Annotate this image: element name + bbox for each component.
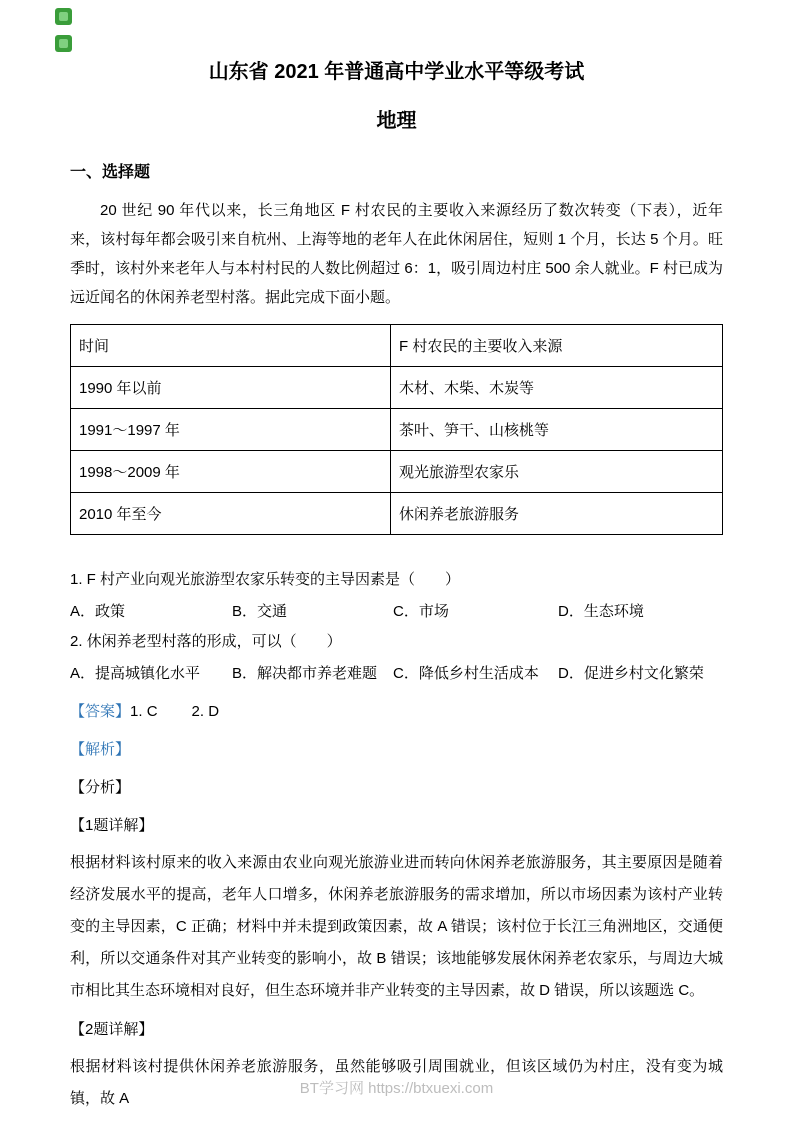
- detail-1-paragraph: 根据材料该村原来的收入来源由农业向观光旅游业进而转向休闲养老旅游服务，其主要原因是随着经济发展水平的提高，老年人口增多，休闲养老旅游服务的需求增加，所以市场因素为该村产业转变的主导因素，C 正确；材料中并未提到政策因素，故 A 错误；该村位于长江三角洲地区，交通便利，所以交通条件对其产业转变的影响小，故 B 错误；该地能够发展休闲养老农家乐，与周边大城市相比其生态环境相对良好，但生态环境并非产业转变的主导因素，故 D 错误，所以该题选 C。: [70, 854, 723, 999]
- question-2-option-a: A．提高城镇化水平: [70, 665, 201, 682]
- table-cell-income: 茶叶、笋干、山核桃等: [391, 409, 723, 451]
- table-header-time: 时间: [71, 325, 391, 367]
- question-2-option-d: D．促进乡村文化繁荣: [558, 665, 704, 682]
- question-1-option-c: C．市场: [393, 603, 449, 620]
- answer-item-1: 1. C: [130, 703, 158, 720]
- detail-2-paragraph: 根据材料该村提供休闲养老旅游服务，虽然能够吸引周围就业，但该区域仍为村庄，没有变为城镇，故 A: [70, 1058, 723, 1107]
- document-subject: 地理: [376, 110, 417, 132]
- table-cell-time: 2010 年至今: [71, 493, 391, 535]
- analysis-label: 【解析】: [70, 741, 131, 758]
- green-doc-icon-top: [55, 8, 72, 25]
- document-title: 山东省 2021 年普通高中学业水平等级考试: [208, 61, 585, 83]
- question-1: [70, 565, 723, 627]
- detail-1-label: 【1题详解】: [70, 817, 154, 834]
- question-1-option-d: D．生态环境: [558, 603, 644, 620]
- table-cell-income: 木材、木柴、木炭等: [391, 367, 723, 409]
- table-row: [71, 493, 723, 535]
- table-row: [71, 451, 723, 493]
- table-cell-time: 1991～1997 年: [71, 409, 391, 451]
- question-1-option-a: A．政策: [70, 603, 126, 620]
- fenxi-label: 【分析】: [70, 779, 131, 796]
- table-cell-income: 观光旅游型农家乐: [391, 451, 723, 493]
- table-row: [71, 367, 723, 409]
- answer-label: 【答案】: [70, 703, 131, 720]
- table-cell-time: 1990 年以前: [71, 367, 391, 409]
- question-1-stem: 1. F 村产业向观光旅游型农家乐转变的主导因素是（ ）: [70, 571, 461, 588]
- table-cell-income: 休闲养老旅游服务: [391, 493, 723, 535]
- question-2-options: [70, 659, 723, 689]
- table-row: [71, 409, 723, 451]
- table-row-header: [71, 325, 723, 367]
- corner-icons: [55, 8, 72, 52]
- footer-watermark: BT学习网 https://btxuexi.com: [299, 1080, 494, 1097]
- question-2-stem: 2. 休闲养老型村落的形成，可以（ ）: [70, 633, 342, 650]
- detail-2-label: 【2题详解】: [70, 1021, 154, 1038]
- answer-item-2: 2. D: [191, 703, 220, 720]
- question-2-option-b: B．解决都市养老难题: [232, 665, 378, 682]
- section-heading: 一、选择题: [70, 164, 151, 181]
- income-source-table: [70, 324, 723, 535]
- question-1-options: [70, 597, 723, 627]
- green-doc-icon-bottom: [55, 35, 72, 52]
- question-2: [70, 627, 723, 689]
- intro-paragraph: 20 世纪 90 年代以来，长三角地区 F 村农民的主要收入来源经历了数次转变（下表），近年来，该村每年都会吸引来自杭州、上海等地的老年人在此休闲居住，短则 1 个月，长达 5 个月。旺季时，该村外来老年人与本村村民的人数比例超过 6：1，吸引周边村庄 500 余人就业。F 村已成为远近闻名的休闲养老型村落。据此完成下面小题。: [70, 202, 723, 306]
- table-cell-time: 1998～2009 年: [71, 451, 391, 493]
- question-1-option-b: B．交通: [232, 603, 288, 620]
- table-header-income: F 村农民的主要收入来源: [391, 325, 723, 367]
- question-2-option-c: C．降低乡村生活成本: [393, 665, 539, 682]
- answer-line: [70, 697, 723, 727]
